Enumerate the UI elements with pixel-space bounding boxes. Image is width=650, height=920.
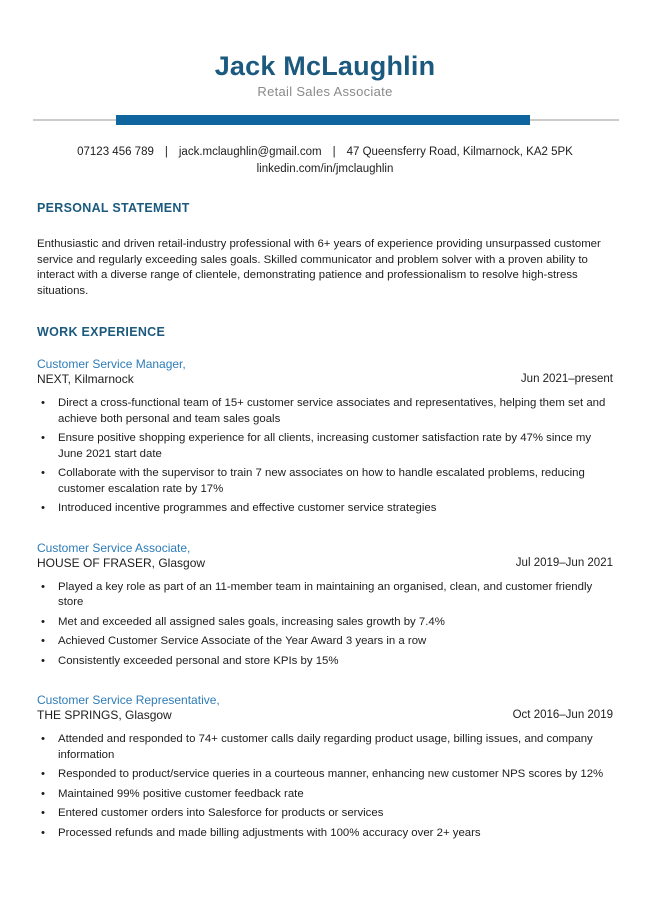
email-address: jack.mclaughlin@gmail.com [178, 146, 322, 158]
job-entry-house-of-fraser [37, 541, 613, 670]
contact-info [0, 144, 650, 177]
resume-header [0, 0, 650, 100]
section-heading-work-experience: WORK EXPERIENCE [37, 325, 166, 339]
bullet-item: • Responded to product/service queries in a courteous manner, enhancing new customer NPS scores by 12% [37, 767, 613, 783]
bullet-item: • Direct a cross-functional team of 15+ customer service associates and representatives, helping them set and achieve both personal and team sales goals [37, 396, 613, 427]
contact-line-1 [0, 144, 650, 161]
job-company: THE SPRINGS, Glasgow [37, 708, 172, 722]
job-header-left [37, 693, 220, 723]
job-bullet-list [37, 732, 613, 841]
job-header [37, 357, 613, 387]
personal-statement-text: Enthusiastic and driven retail-industry professional with 6+ years of experience providing unsurpassed customer service and regularly exceeding sales goals. Skilled communicator and problem solver with a proven ability to interact with a diverse range of clientele, demonstrating patience and professionalism to resolve high-stress situations. [37, 238, 601, 297]
header-divider [0, 115, 650, 125]
bullet-item: • Met and exceeded all assigned sales goals, increasing sales growth by 7.4% [37, 615, 613, 631]
job-header [37, 693, 613, 723]
postal-address: 47 Queensferry Road, Kilmarnock, KA2 5PK [346, 146, 573, 158]
resume-body [0, 202, 650, 841]
bullet-item: • Attended and responded to 74+ customer calls daily regarding product usage, billing issues, and company information [37, 732, 613, 763]
bullet-item: • Played a key role as part of an 11-member team in maintaining an organised, clean, and customer friendly store [37, 580, 613, 611]
contact-line-2 [0, 161, 650, 178]
bullet-item: • Processed refunds and made billing adjustments with 100% accuracy over 2+ years [37, 826, 613, 842]
job-dates: Oct 2016–Jun 2019 [512, 709, 613, 721]
job-title: Customer Service Manager, [37, 357, 186, 371]
job-entry-the-springs [37, 693, 613, 841]
job-entry-next [37, 357, 613, 517]
job-company: HOUSE OF FRASER, Glasgow [37, 555, 206, 570]
candidate-role: Retail Sales Associate [257, 84, 393, 99]
job-header-left [37, 357, 186, 387]
job-bullet-list [37, 580, 613, 670]
job-header [37, 541, 613, 571]
job-header-left [37, 541, 205, 571]
divider-accent-bar [116, 115, 530, 125]
contact-separator: | [332, 146, 336, 158]
bullet-item: • Collaborate with the supervisor to train 7 new associates on how to handle escalated problems, reducing customer escalation rate by 17% [37, 466, 613, 497]
bullet-item: • Ensure positive shopping experience for all clients, increasing customer satisfaction rate by 47% since my June 2021 start date [37, 431, 613, 462]
bullet-item: • Entered customer orders into Salesforce for products or services [37, 806, 613, 822]
section-heading-personal-statement: PERSONAL STATEMENT [37, 201, 190, 215]
candidate-name: Jack McLaughlin [214, 51, 436, 81]
bullet-item: • Introduced incentive programmes and effective customer service strategies [37, 501, 613, 517]
job-title: Customer Service Representative, [37, 693, 220, 707]
linkedin-url: linkedin.com/in/jmclaughlin [256, 162, 394, 175]
personal-statement-section [37, 202, 613, 299]
job-company: NEXT, Kilmarnock [37, 372, 134, 386]
bullet-item: • Consistently exceeded personal and store KPIs by 15% [37, 654, 613, 670]
job-bullet-list [37, 396, 613, 517]
job-title: Customer Service Associate, [37, 540, 191, 555]
job-dates: Jun 2021–present [520, 373, 613, 385]
job-dates: Jul 2019–Jun 2021 [515, 556, 613, 569]
bullet-item: • Achieved Customer Service Associate of the Year Award 3 years in a row [37, 634, 613, 650]
bullet-item: • Maintained 99% positive customer feedback rate [37, 787, 613, 803]
contact-separator: | [164, 146, 168, 158]
work-experience-section [37, 326, 613, 841]
phone-number: 07123 456 789 [77, 146, 154, 158]
